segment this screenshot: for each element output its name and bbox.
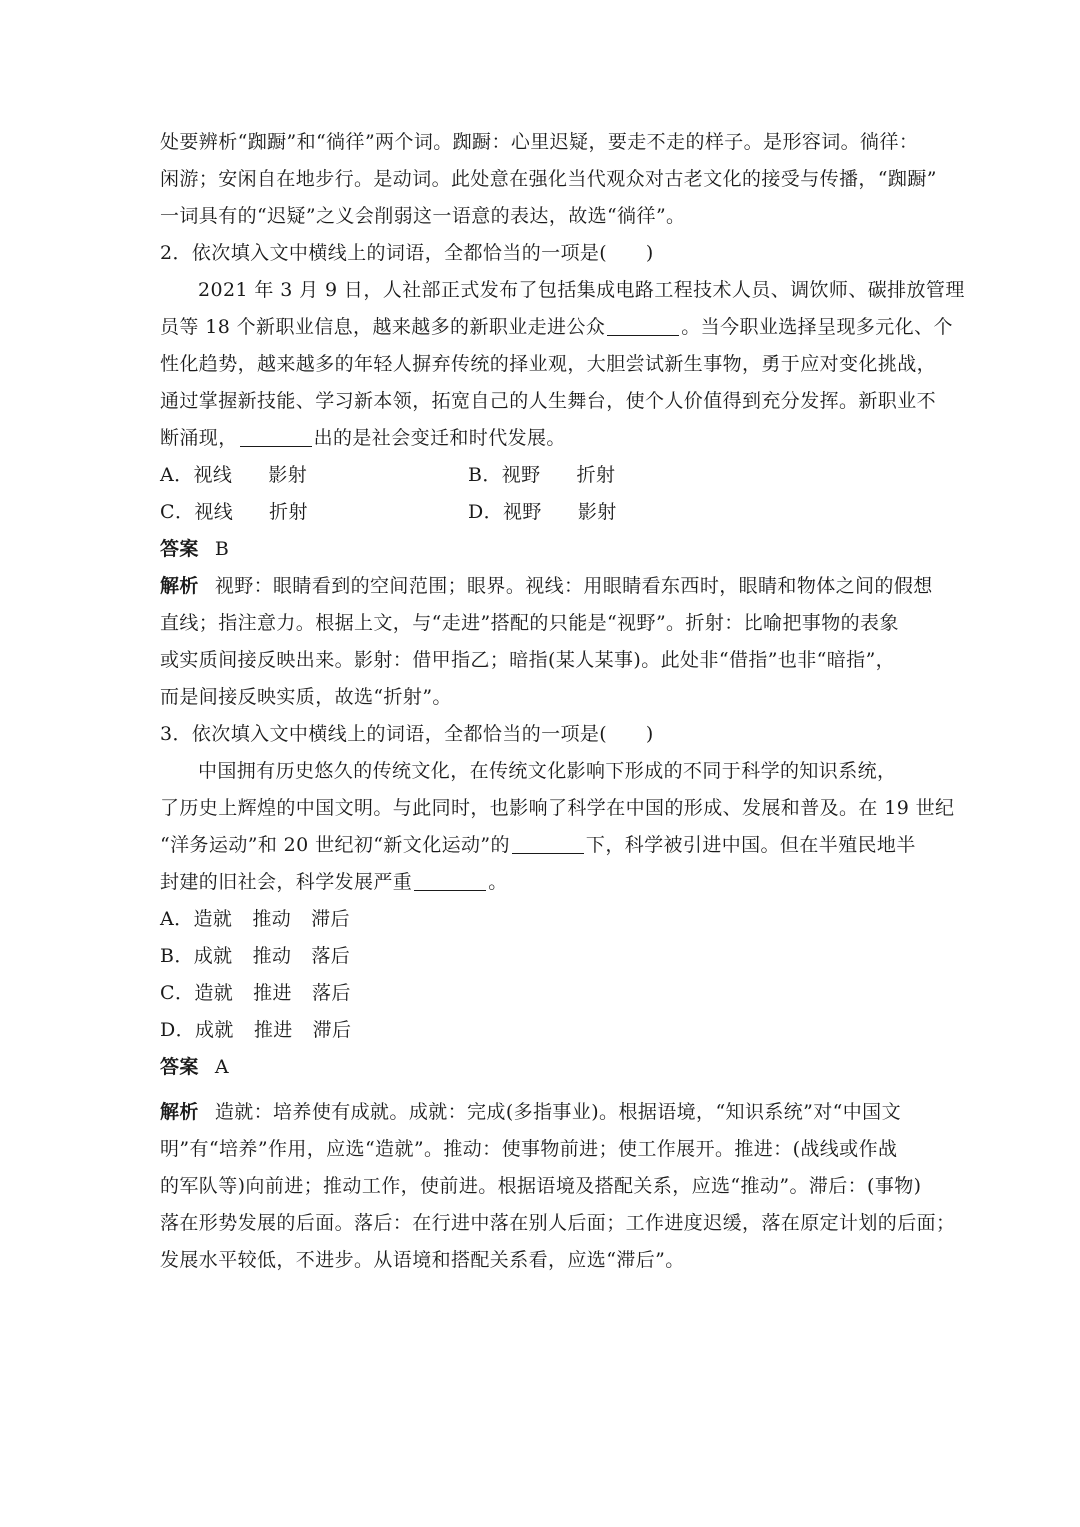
q3-passage-text: 。 xyxy=(488,871,508,893)
question-2-stem: 2．依次填入文中横线上的词语，全都恰当的一项是( ) xyxy=(160,242,654,264)
q2-analysis-line xyxy=(160,568,933,605)
fill-blank xyxy=(414,872,486,891)
q3-passage-line: 了历史上辉煌的中国文明。与此同时，也影响了科学在中国的形成、发展和普及。在 19 世纪 xyxy=(160,797,955,819)
intro-line: 处要辨析“踟蹰”和“徜徉”两个词。踟蹰：心里迟疑，要走不走的样子。是形容词。徜徉： xyxy=(160,131,919,153)
q3-passage-line xyxy=(160,827,922,864)
option-label: B．视野 xyxy=(468,464,541,486)
analysis-text: 造就：培养使有成就。成就：完成(多指事业)。根据语境，“知识系统”对“中国文 xyxy=(214,1101,901,1123)
analysis-label: 解析 xyxy=(160,575,199,597)
q3-option-a xyxy=(160,901,922,938)
option-label: D．成就 xyxy=(160,1019,234,1041)
q2-passage-line: 2021 年 3 月 9 日，人社部正式发布了包括集成电路工程技术人员、调饮师、碳排放管理 xyxy=(198,279,965,301)
q3-answer xyxy=(160,1049,922,1086)
q2-option-d xyxy=(468,494,776,531)
intro-line: 一词具有的“迟疑”之义会削弱这一语意的表达，故选“徜徉”。 xyxy=(160,205,686,227)
q2-passage-line: 性化趋势，越来越多的年轻人摒弃传统的择业观，大胆尝试新生事物，勇于应对变化挑战， xyxy=(160,353,937,375)
q2-passage-line: 通过掌握新技能、学习新本领，拓宽自己的人生舞台，使个人价值得到充分发挥。新职业不 xyxy=(160,390,937,412)
option-words: 折射 xyxy=(576,464,616,486)
option-word: 滞后 xyxy=(311,908,350,930)
question-3-stem: 3．依次填入文中横线上的词语，全都恰当的一项是( ) xyxy=(160,723,654,745)
option-word: 滞后 xyxy=(312,1019,352,1041)
option-label: A．视线 xyxy=(160,464,233,486)
option-label: A．造就 xyxy=(160,908,233,930)
q3-passage-text: 下，科学被引进中国。但在半殖民地半 xyxy=(585,834,916,856)
q2-option-c xyxy=(160,494,468,531)
option-label: C．视线 xyxy=(160,501,234,523)
option-word: 落后 xyxy=(311,945,351,967)
q2-analysis-line: 直线；指注意力。根据上文，与“走进”搭配的只能是“视野”。折射：比喻把事物的表象 xyxy=(160,612,899,634)
analysis-text: 视野：眼睛看到的空间范围；眼界。视线：用眼睛看东西时，眼睛和物体之间的假想 xyxy=(214,575,933,597)
q2-passage-text: 。当今职业选择呈现多元化、个 xyxy=(681,316,953,338)
q3-analysis-line: 落在形势发展的后面。落后：在行进中落在别人后面；工作进度迟缓，落在原定计划的后面； xyxy=(160,1212,956,1234)
option-word: 落后 xyxy=(311,982,351,1004)
q2-option-b xyxy=(468,457,776,494)
q2-analysis-line: 而是间接反映实质，故选“折射”。 xyxy=(160,686,452,708)
q2-passage-text: 断涌现， xyxy=(160,427,238,449)
q3-analysis-line xyxy=(160,1094,922,1131)
answer-label: 答案 xyxy=(160,1056,199,1078)
intro-line: 闲游；安闲自在地步行。是动词。此处意在强化当代观众对古老文化的接受与传播，“踟蹰” xyxy=(160,168,937,190)
q2-passage-line xyxy=(160,420,922,457)
answer-value: A xyxy=(214,1056,229,1078)
q3-passage-text: 封建的旧社会，科学发展严重 xyxy=(160,871,413,893)
q2-answer xyxy=(160,531,922,568)
option-word: 推动 xyxy=(252,945,292,967)
q2-options-row xyxy=(160,457,922,494)
q3-option-c xyxy=(160,975,922,1012)
q2-option-a xyxy=(160,457,468,494)
q2-passage-text: 员等 18 个新职业信息，越来越多的新职业走进公众 xyxy=(160,316,606,338)
q2-passage-text: 出的是社会变迁和时代发展。 xyxy=(313,427,566,449)
q3-analysis-line: 明”有“培养”作用，应选“造就”。推动：使事物前进；使工作展开。推进：(战线或作战 xyxy=(160,1138,898,1160)
option-word: 推进 xyxy=(253,1019,293,1041)
q3-analysis-line: 发展水平较低，不进步。从语境和搭配关系看，应选“滞后”。 xyxy=(160,1249,685,1271)
q3-passage-line xyxy=(160,864,922,901)
option-label: B．成就 xyxy=(160,945,233,967)
option-words: 影射 xyxy=(268,464,308,486)
option-words: 折射 xyxy=(269,501,308,523)
q3-option-d xyxy=(160,1012,922,1049)
q3-passage-line: 中国拥有历史悠久的传统文化，在传统文化影响下形成的不同于科学的知识系统， xyxy=(198,760,897,782)
fill-blank xyxy=(607,317,679,336)
option-word: 推进 xyxy=(253,982,292,1004)
q2-passage-line xyxy=(160,309,953,346)
option-label: C．造就 xyxy=(160,982,234,1004)
option-word: 推动 xyxy=(252,908,292,930)
answer-label: 答案 xyxy=(160,538,199,560)
fill-blank xyxy=(240,428,312,447)
q2-options-row xyxy=(160,494,922,531)
q3-analysis-line: 的军队等)向前进；推动工作，使前进。根据语境及搭配关系，应选“推动”。滞后：(事物) xyxy=(160,1175,922,1197)
analysis-label: 解析 xyxy=(160,1101,199,1123)
q2-analysis-line: 或实质间接反映出来。影射：借甲指乙；暗指(某人某事)。此处非“借指”也非“暗指”， xyxy=(160,649,896,671)
fill-blank xyxy=(512,835,584,854)
q3-option-b xyxy=(160,938,922,975)
document-page xyxy=(160,124,965,1279)
option-label: D．视野 xyxy=(468,501,542,523)
answer-value: B xyxy=(214,538,230,560)
option-words: 影射 xyxy=(577,501,617,523)
q3-passage-text: “洋务运动”和 20 世纪初“新文化运动”的 xyxy=(160,834,510,856)
